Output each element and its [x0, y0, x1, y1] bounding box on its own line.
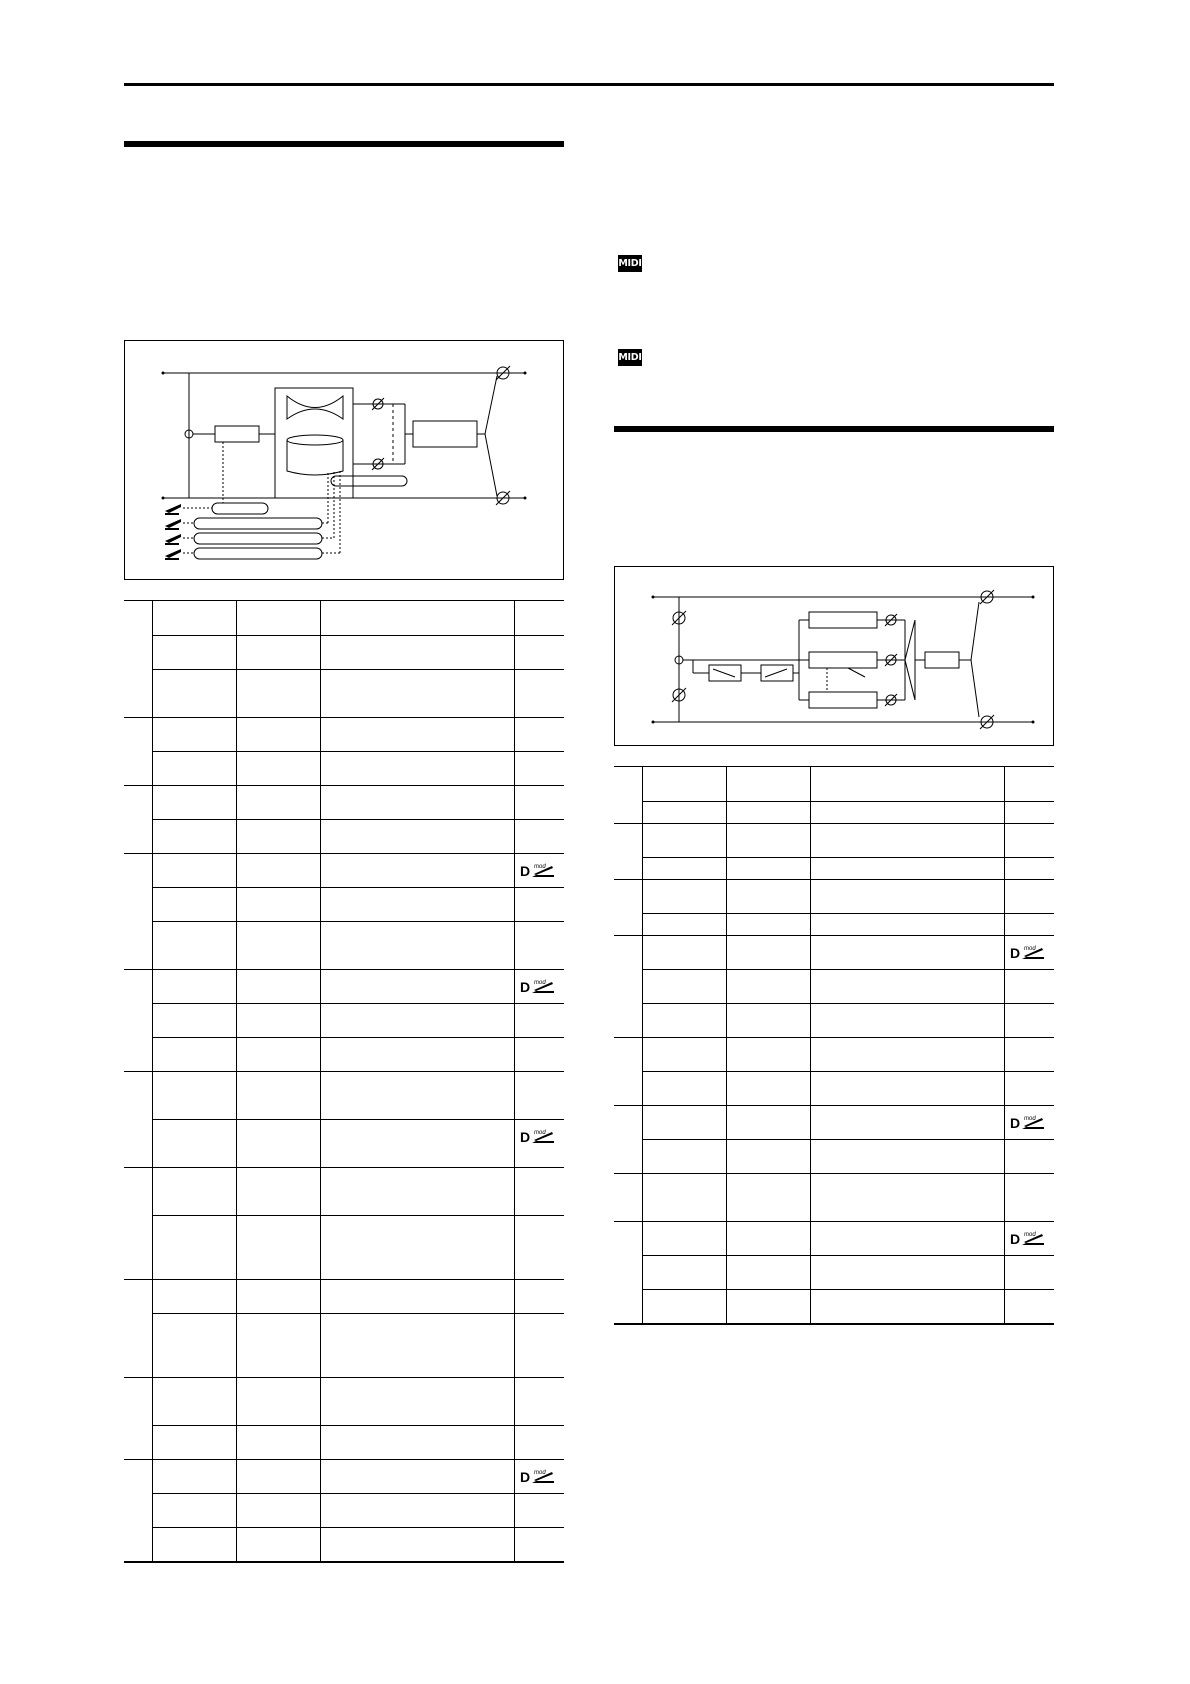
svg-text:mod: mod	[1024, 946, 1036, 952]
table-row	[124, 921, 564, 969]
table-row	[614, 1037, 1054, 1071]
table-row	[124, 635, 564, 669]
table-row	[124, 1037, 564, 1071]
table-row	[614, 879, 1054, 913]
svg-text:mod: mod	[534, 1470, 546, 1476]
right-parameter-table	[614, 766, 1054, 1325]
midi-icon: MIDI	[618, 349, 642, 366]
page-header-rule	[124, 83, 1054, 86]
right-section-heading	[614, 435, 1054, 455]
table-row	[614, 1289, 1054, 1323]
svg-text:D: D	[1010, 1231, 1021, 1247]
svg-text:mod: mod	[534, 980, 546, 986]
svg-text:D: D	[520, 979, 531, 995]
table-row	[124, 1425, 564, 1459]
right-signal-flow-diagram	[615, 567, 1053, 745]
svg-text:mod: mod	[534, 864, 546, 870]
table-row	[124, 717, 564, 751]
table-row	[614, 857, 1054, 879]
right-block-diagram	[614, 566, 1054, 746]
svg-text:D: D	[520, 1469, 531, 1485]
table-row	[614, 823, 1054, 857]
table-row	[614, 767, 1054, 801]
table-row	[124, 669, 564, 717]
table-row	[124, 1459, 564, 1493]
table-row	[124, 969, 564, 1003]
table-row	[124, 1003, 564, 1037]
table-row	[124, 1493, 564, 1527]
svg-text:D: D	[520, 863, 531, 879]
table-row	[124, 1167, 564, 1215]
table-row	[124, 1527, 564, 1561]
table-row	[614, 1221, 1054, 1255]
right-section-rule	[614, 426, 1054, 432]
left-section-rule	[124, 141, 564, 147]
svg-text:mod: mod	[1024, 1116, 1036, 1122]
dmod-icon	[1010, 1229, 1046, 1247]
left-section-heading	[124, 150, 564, 170]
table-row	[614, 1003, 1054, 1037]
table-row	[124, 751, 564, 785]
table-row	[124, 1215, 564, 1279]
table-row	[614, 1139, 1054, 1173]
svg-text:mod: mod	[1024, 1232, 1036, 1238]
table-row	[124, 819, 564, 853]
dmod-icon	[520, 1467, 556, 1485]
table-row	[124, 601, 564, 635]
svg-text:D: D	[1010, 945, 1021, 961]
table-row	[124, 1071, 564, 1119]
table-row	[124, 1313, 564, 1377]
table-row	[124, 1279, 564, 1313]
table-row	[124, 887, 564, 921]
svg-text:D: D	[520, 1129, 531, 1145]
table-row	[614, 801, 1054, 823]
table-row	[614, 1105, 1054, 1139]
table-row	[614, 1071, 1054, 1105]
table-row	[614, 913, 1054, 935]
svg-text:mod: mod	[534, 1130, 546, 1136]
table-row	[614, 969, 1054, 1003]
dmod-icon	[520, 861, 556, 879]
svg-text:D: D	[1010, 1115, 1021, 1131]
left-signal-flow-diagram	[125, 341, 563, 579]
left-block-diagram	[124, 340, 564, 580]
table-row	[124, 1119, 564, 1167]
dmod-icon	[1010, 1113, 1046, 1131]
midi-icon: MIDI	[618, 255, 642, 272]
dmod-icon	[520, 977, 556, 995]
table-row	[124, 1377, 564, 1425]
table-row	[614, 1173, 1054, 1221]
table-row	[614, 935, 1054, 969]
table-row	[124, 785, 564, 819]
dmod-icon	[1010, 943, 1046, 961]
dmod-icon	[520, 1127, 556, 1145]
table-row	[614, 1255, 1054, 1289]
left-parameter-table	[124, 600, 564, 1563]
table-row	[124, 853, 564, 887]
